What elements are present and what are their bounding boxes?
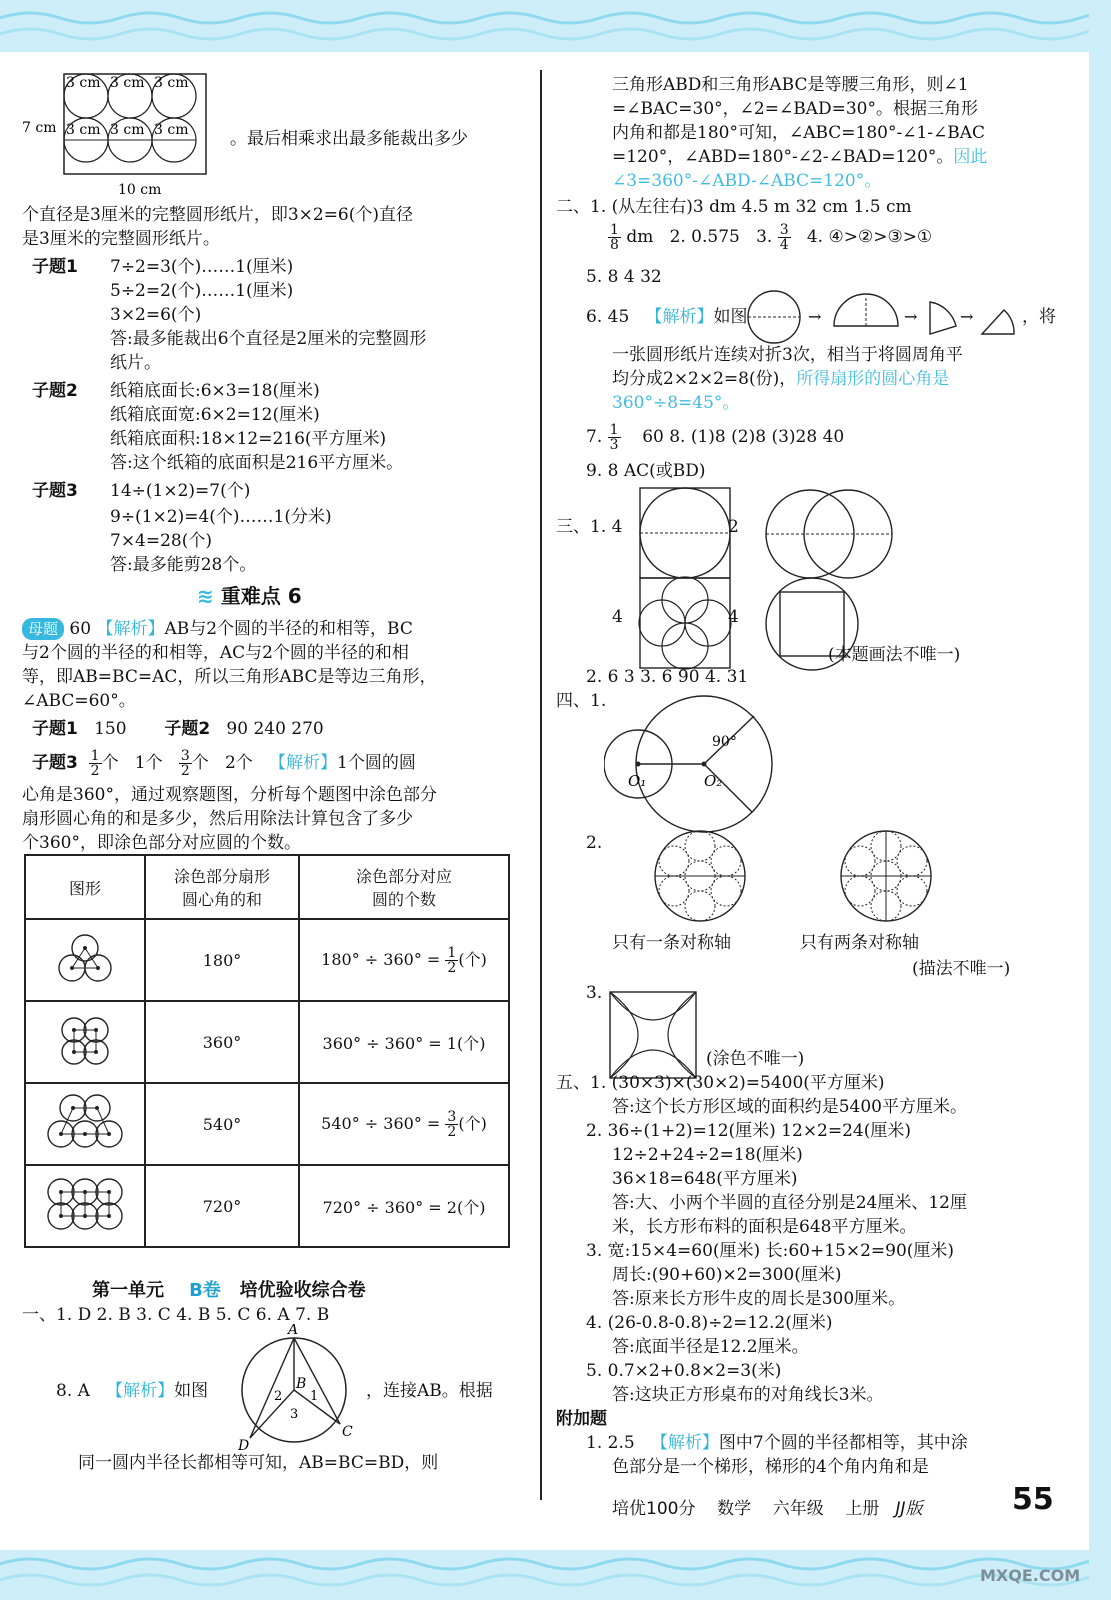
denominator: 2 [447, 959, 457, 976]
caption: 只有两条对称轴 [800, 933, 919, 953]
analysis-tag: 【解析】 [645, 307, 714, 327]
answer-line: 7×4=28(个) [110, 531, 213, 551]
text-line: 同一圆内半径长都相等可知，AB=BC=BD，则 [78, 1453, 439, 1473]
right-edge-band [1089, 0, 1111, 1600]
mother-tag: 母题 [22, 618, 64, 640]
degree-cell: 720° [145, 1165, 299, 1247]
answer-line: 7÷2=3(个)……1(厘米) [110, 257, 294, 277]
answer-line: 纸片。 [110, 353, 161, 373]
edition: JJ版 [895, 1499, 923, 1519]
text-line: ，将 [1022, 307, 1056, 327]
section-title: 重难点 6 [220, 584, 302, 608]
answer: 1个 [134, 753, 163, 773]
note: (涂色不唯一) [706, 1049, 805, 1069]
numerator: 1 [610, 222, 619, 238]
fraction [179, 749, 192, 778]
answer-line: 答:底面半径是12.2厘米。 [612, 1337, 809, 1357]
text-line: 色部分是一个梯形，梯形的4个角内角和是 [612, 1457, 929, 1477]
answer: 60 8. (1)8 (2)8 (3)28 40 [642, 427, 845, 447]
answer-line: 答:原来长方形牛皮的周长是300厘米。 [612, 1289, 906, 1309]
answer-line: 答:这个长方形区域的面积约是5400平方厘米。 [612, 1097, 967, 1117]
text: 图中7个圆的半径都相等，其中涂 [718, 1433, 968, 1453]
fig1-height-label: 7 cm [22, 120, 57, 136]
point-A: A [288, 1324, 299, 1338]
text-line: 等，即AB=BC=AC，所以三角形ABC是等边三角形， [22, 667, 437, 687]
text-line: 个360°，即涂色部分对应圆的个数。 [22, 833, 301, 853]
table-row [25, 1165, 509, 1247]
text-line: 一张圆形纸片连续对折3次，相当于将圆周角平 [612, 345, 963, 365]
answers-row [608, 222, 932, 252]
four-circles-figure [50, 1010, 120, 1070]
text-line: 内角和都是180°可知，∠ABC=180°-∠1-∠BAC [612, 123, 986, 143]
answer-line: 3. 宽:15×4=60(厘米) 长:60+15×2=90(厘米) [586, 1241, 955, 1261]
shape-cell [25, 1165, 145, 1247]
q-num: 7. [586, 427, 603, 447]
watermark: MXQE.COM [980, 1566, 1081, 1585]
analysis-tag: 【解析】 [269, 753, 338, 773]
unit: 个 [101, 753, 119, 773]
numerator: 1 [447, 944, 457, 961]
q-num: 三、1. 4 [556, 517, 623, 537]
fig1-cell-label: 3 cm [110, 122, 145, 138]
section-heading [197, 580, 302, 609]
unit-heading [92, 1276, 366, 1302]
header-cell [145, 855, 299, 919]
subquestion-label: 子题1 [32, 257, 78, 277]
header-text: 圆心角的和 [181, 890, 262, 909]
fig1-cell-label: 3 cm [66, 122, 101, 138]
bottom-wave-graphic [0, 1550, 1111, 1600]
seven-circles-figure-a [652, 828, 748, 924]
fraction [608, 423, 621, 452]
calc: 360° ÷ 360° = 1(个) [322, 1033, 486, 1053]
degree-cell: 180° [145, 919, 299, 1001]
answer-line: 五、1. (30×3)×(30×2)=5400(平方厘米) [556, 1073, 885, 1093]
denominator: 3 [609, 437, 619, 453]
q-num: 四、1. [556, 691, 607, 711]
text-line: 三角形ABD和三角形ABC是等腰三角形，则∠1 [612, 75, 969, 95]
footer [612, 1494, 923, 1519]
header-text: 涂色部分扇形 [173, 867, 270, 886]
answer-line: 9÷(1×2)=4(个)……1(分米) [110, 507, 332, 527]
answer-line: 答:这个纸箱的底面积是216平方厘米。 [110, 453, 404, 473]
calc: 540° ÷ 360° = [321, 1113, 446, 1133]
four-petal-figure [636, 574, 736, 674]
subquestion-label: 子题1 [32, 719, 78, 739]
q-num: 3. [586, 983, 603, 1003]
text-line: 扇形圆心角的和是多少，然后用除法计算包含了多少 [22, 809, 413, 829]
center-O2: O₂ [704, 772, 723, 790]
answer-line: 纸箱底面宽:6×2=12(厘米) [110, 405, 320, 425]
zt12-line [32, 718, 324, 740]
fraction [778, 223, 791, 252]
text-line: 心角是360°，通过观察题图，分析每个题图中涂色部分 [22, 785, 437, 805]
page-number: 55 [1012, 1482, 1054, 1517]
two-circles-figure [604, 686, 784, 836]
text-line: 与2个圆的半径的和相等，AC与2个圆的半径的和相 [22, 643, 409, 663]
calc: 720° ÷ 360° = 2(个) [322, 1197, 486, 1217]
header-text: 涂色部分对应 [355, 867, 452, 886]
text: 均分成2×2×2=8(份)， [612, 369, 797, 389]
answer-line: 2. 36÷(1+2)=12(厘米) 12×2=24(厘米) [586, 1121, 912, 1141]
header-text: 圆的个数 [371, 890, 436, 909]
paper-label: B卷 [189, 1280, 221, 1301]
text: 1个圆的圆 [337, 753, 416, 773]
column-divider [540, 70, 542, 1500]
numerator: 3 [180, 748, 190, 764]
calc-cell [299, 1083, 509, 1165]
svg-text:→: → [904, 307, 918, 326]
paper-title: 培优验收综合卷 [239, 1280, 366, 1301]
answer-line: 3×2=6(个) [110, 305, 202, 325]
answers-row: 一、1. D 2. B 3. C 4. B 5. C 6. A 7. B [22, 1305, 330, 1325]
q8-line [56, 1380, 208, 1402]
text: 如图 [713, 307, 748, 327]
point-B: B [296, 1376, 307, 1392]
angle-label: 90° [712, 734, 737, 750]
numerator: 1 [609, 422, 619, 438]
five-circles-figure [35, 1090, 135, 1154]
point-D: D [238, 1438, 250, 1454]
text-line: =∠BAC=30°，∠2=∠BAD=30°。根据三角形 [612, 99, 978, 119]
answers-row: 5. 8 4 32 [586, 267, 662, 287]
mt-text: AB与2个圆的半径的和相等，BC [164, 619, 413, 639]
fig1-cell-label: 3 cm [110, 75, 145, 91]
header-cell [299, 855, 509, 919]
mt-answer: 60 [69, 619, 92, 639]
fraction [445, 946, 458, 975]
answer-line: 5÷2=2(个)……1(厘米) [110, 281, 294, 301]
answer-line: 36×18=648(平方厘米) [612, 1169, 798, 1189]
text-line [612, 146, 987, 168]
circle-in-square-figure [636, 484, 736, 584]
center-O1: O₁ [628, 772, 647, 790]
denominator: 8 [610, 237, 619, 253]
highlight-text: 因此 [953, 147, 988, 167]
text: =120°，∠ABD=180°-∠2-∠BAD=120°。 [612, 147, 954, 167]
unit: (个) [458, 949, 487, 969]
unit: 个 [191, 753, 209, 773]
answer: 3. [756, 227, 773, 247]
analysis-tag: 【解析】 [106, 1381, 175, 1401]
subquestion-label: 子题3 [32, 753, 78, 773]
header-cell: 图形 [25, 855, 145, 919]
calc: 180° ÷ 360° = [321, 949, 446, 969]
numerator: 3 [447, 1108, 457, 1125]
table-header-row [25, 855, 509, 919]
unit: dm [626, 227, 654, 247]
answers-row: 9. 8 AC(或BD) [586, 461, 706, 481]
fraction [608, 223, 621, 252]
wave-icon: ≋ [197, 584, 214, 608]
zt1-answer: 150 [94, 719, 127, 739]
answer-line: 答:最多能剪28个。 [110, 555, 257, 575]
denominator: 4 [779, 237, 789, 253]
folding-figure [742, 284, 1022, 350]
circle-grid-figure [22, 70, 222, 200]
degree-cell: 540° [145, 1083, 299, 1165]
numerator: 3 [779, 222, 789, 238]
subquestion-label: 子题3 [32, 481, 78, 501]
note: (描法不唯一) [912, 959, 1011, 979]
circle-angle-table [24, 854, 510, 1248]
six-circles-figure [33, 1172, 137, 1236]
answers-row: 2. 6 3 3. 6 90 4. 31 [586, 667, 749, 687]
book-name: 培优100分 [612, 1499, 696, 1519]
shape-cell [25, 919, 145, 1001]
answer-line: 答:大、小两个半圆的直径分别是24厘米、12厘 [612, 1193, 967, 1213]
text-line: ∠ABC=60°。 [22, 691, 136, 711]
unit: (个) [458, 1113, 487, 1133]
shape-cell [25, 1083, 145, 1165]
q-num: 2. [586, 833, 603, 853]
answer-line: 纸箱底面积:18×12=216(平方厘米) [110, 429, 387, 449]
angle-2: 2 [274, 1389, 283, 1404]
answer: 2个 [224, 753, 253, 773]
answer: 4 [728, 607, 739, 627]
q-num: 6. 45 [586, 307, 630, 327]
fig1-width-label: 10 cm [118, 182, 162, 198]
answer: 2 [728, 517, 739, 537]
angle-1: 1 [310, 1389, 319, 1404]
answer-line: 米，长方形布料的面积是648平方厘米。 [612, 1217, 917, 1237]
answer: 4 [612, 607, 623, 627]
numerator: 1 [90, 748, 100, 764]
top-wave-band [0, 0, 1111, 52]
extra-title: 附加题 [556, 1409, 607, 1429]
answers-row: 二、1. (从左往右)3 dm 4.5 m 32 cm 1.5 cm [556, 197, 912, 217]
term: 上册 [845, 1499, 880, 1519]
point-C: C [342, 1424, 353, 1440]
fraction [445, 1110, 458, 1139]
calc-cell [299, 1001, 509, 1083]
text-line [612, 368, 949, 390]
fig1-text: 。最后相乘求出最多能裁出多少 [230, 129, 468, 149]
denominator: 2 [180, 763, 190, 779]
note: (本题画法不唯一) [828, 645, 961, 665]
highlight-line: ∠3=360°-∠ABD-∠ABC=120°。 [612, 171, 882, 191]
answer-line: 答:最多能裁出6个直径是2厘米的完整圆形 [110, 329, 427, 349]
answer-line: 纸箱底面长:6×3=18(厘米) [110, 381, 320, 401]
subject: 数学 [717, 1499, 752, 1519]
unit-title: 第一单元 [92, 1280, 164, 1301]
answer-line: 14÷(1×2)=7(个) [110, 481, 251, 501]
overlapping-circles-figure [764, 484, 894, 584]
arc-square-figure [606, 988, 700, 1082]
highlight-line: 360°÷8=45°。 [612, 393, 740, 413]
subquestion-label: 子题2 [32, 381, 78, 401]
bottom-wave-band [0, 1550, 1111, 1600]
zt2-answer: 90 240 270 [226, 719, 324, 739]
angle-3: 3 [290, 1407, 299, 1422]
answer-line: 5. 0.7×2+0.8×2=3(米) [586, 1361, 782, 1381]
fig1-cell-label: 3 cm [154, 75, 189, 91]
grade: 六年级 [772, 1499, 824, 1519]
denominator: 2 [447, 1123, 457, 1140]
shape-cell [25, 1001, 145, 1083]
top-wave-graphic [0, 0, 1111, 52]
fig1-cell-label: 3 cm [66, 75, 101, 91]
table-row [25, 919, 509, 1001]
caption: 只有一条对称轴 [612, 933, 731, 953]
calc-cell [299, 1165, 509, 1247]
text-line: 是3厘米的完整圆形纸片。 [22, 229, 220, 249]
analysis-tag: 【解析】 [96, 619, 165, 639]
denominator: 2 [90, 763, 100, 779]
highlight-text: 所得扇形的圆心角是 [796, 369, 950, 389]
answer-line: 答:这块正方形桌布的对角线长3米。 [612, 1385, 884, 1405]
svg-text:→: → [960, 307, 974, 326]
svg-text:→: → [808, 307, 822, 326]
degree-cell: 360° [145, 1001, 299, 1083]
calc-cell [299, 919, 509, 1001]
extra-line [586, 1432, 968, 1454]
text-line: ，连接AB。根据 [366, 1381, 493, 1401]
answer: 2. 0.575 [669, 227, 740, 247]
text: 如图 [174, 1381, 209, 1401]
answer-line: 12÷2+24÷2=18(厘米) [612, 1145, 803, 1165]
zt3-line [32, 748, 416, 778]
text-line: 个直径是3厘米的完整圆形纸片，即3×2=6(个)直径 [22, 205, 414, 225]
fig1-cell-label: 3 cm [154, 122, 189, 138]
subquestion-label: 子题2 [164, 719, 211, 739]
seven-circles-figure-b [838, 828, 934, 924]
answers-row [586, 422, 844, 452]
table-row [25, 1001, 509, 1083]
table-row [25, 1083, 509, 1165]
three-circles-figure [50, 928, 120, 988]
answer-line: 周长:(90+60)×2=300(厘米) [612, 1265, 842, 1285]
triangle-circle-figure [232, 1324, 362, 1454]
q-num: 8. A [56, 1381, 90, 1401]
answer-line: 4. (26-0.8-0.8)÷2=12.2(厘米) [586, 1313, 833, 1333]
q-num: 1. 2.5 [586, 1433, 635, 1453]
answer: 4. ④>②>③>① [806, 227, 933, 247]
mother-question [22, 618, 413, 640]
fraction [89, 749, 102, 778]
analysis-tag: 【解析】 [650, 1433, 719, 1453]
q6-line [586, 306, 747, 328]
